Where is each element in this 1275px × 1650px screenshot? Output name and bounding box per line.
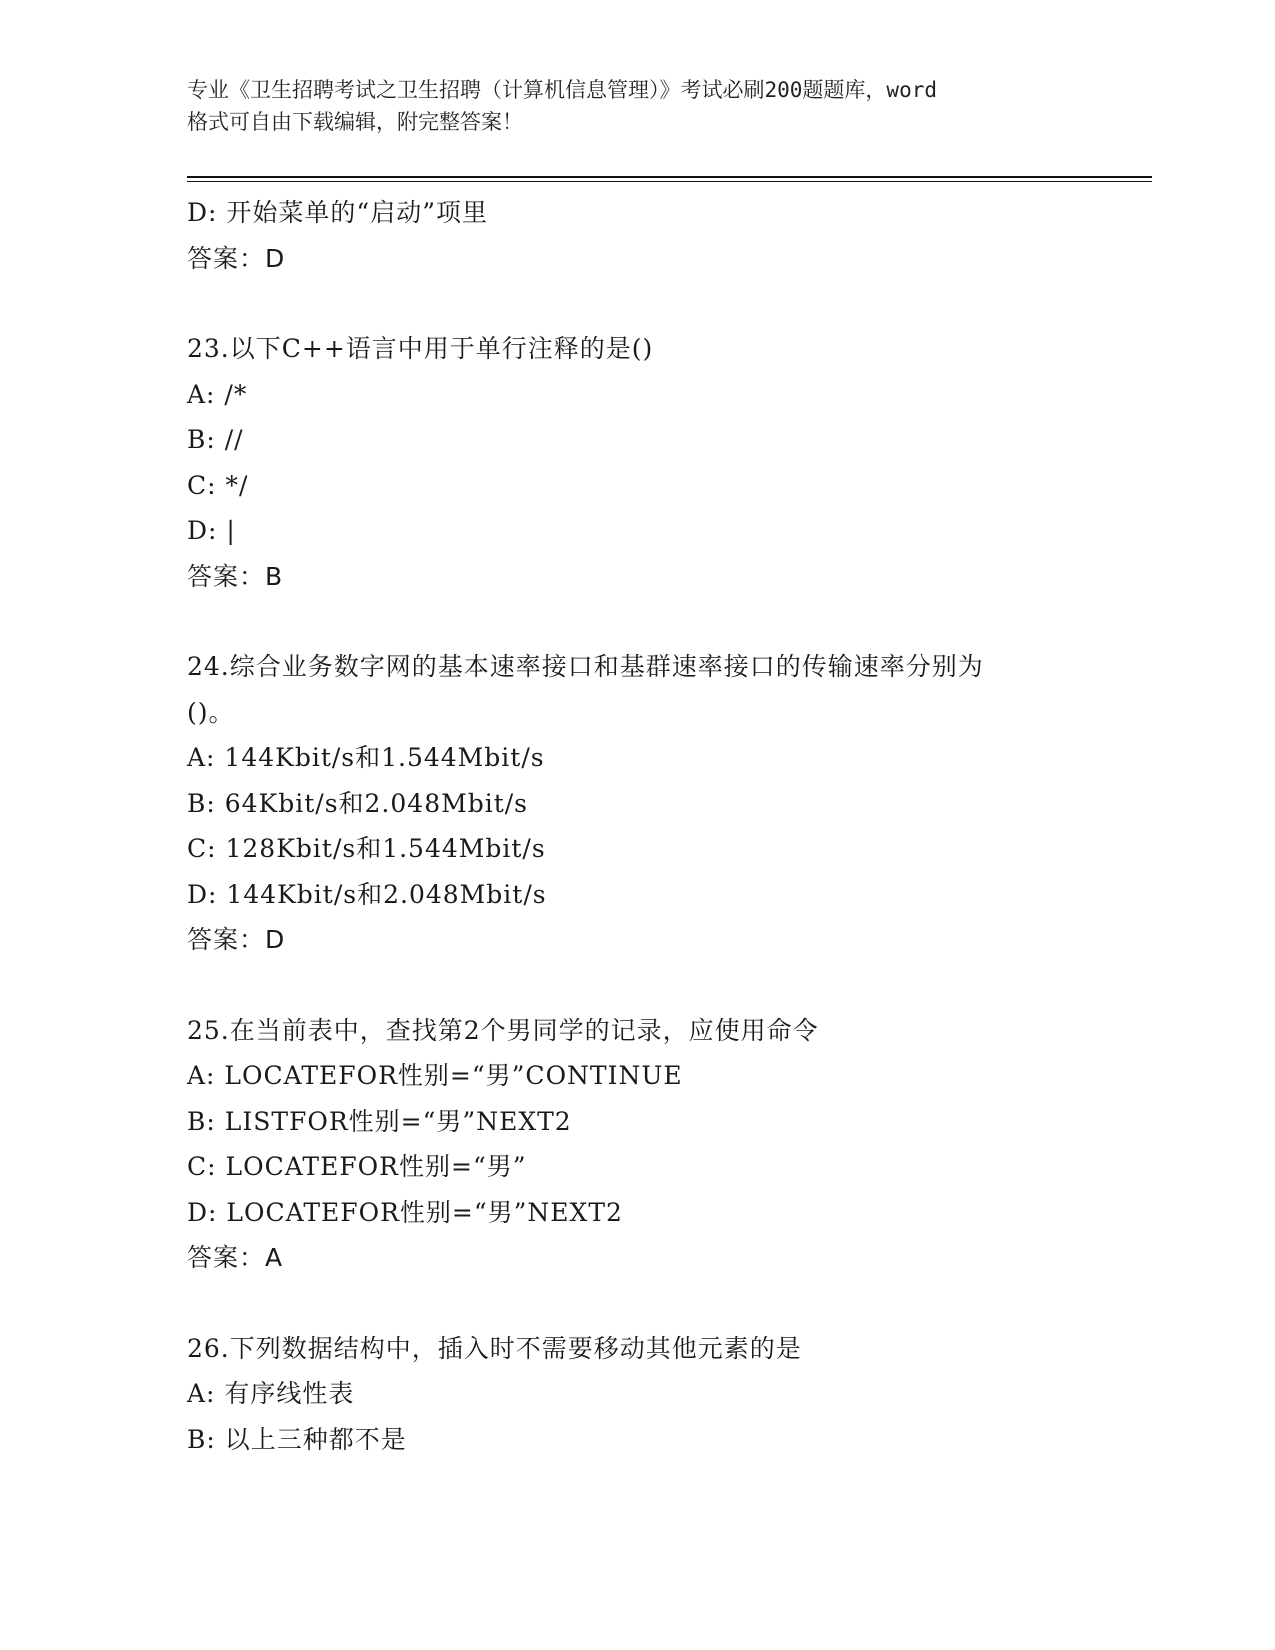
question-24 [187,644,1087,963]
option-a: A: /* [187,379,248,409]
option-c: C: */ [187,470,249,500]
option-b: B: 64Kbit/s和2.048Mbit/s [187,788,528,818]
question-stem: 26.下列数据结构中，插入时不需要移动其他元素的是 [187,1333,802,1363]
answer: 答案：D [187,925,286,954]
header-title-line1: 专业《卫生招聘考试之卫生招聘（计算机信息管理）》考试必刷200题题库，word [187,78,937,102]
document-header [187,74,1087,138]
question-stem-continued: ()。 [187,697,235,727]
question-stem: 25.在当前表中，查找第2个男同学的记录，应使用命令 [187,1015,819,1045]
option-b: B: LISTFOR性别=“男”NEXT2 [187,1106,572,1136]
option-a: A: 有序线性表 [187,1379,355,1408]
option-d: D: LOCATEFOR性别=“男”NEXT2 [187,1197,623,1227]
option-b: B: // [187,425,244,454]
header-rule-thin [187,181,1152,182]
option-d: D: | [187,516,236,545]
option-c: C: LOCATEFOR性别=“男” [187,1152,527,1181]
question-23 [187,326,1087,599]
question-25 [187,1008,1087,1281]
option-a: A: LOCATEFOR性别=“男”CONTINUE [187,1061,683,1090]
question-26 [187,1326,1087,1463]
header-title-line2: 格式可自由下载编辑，附完整答案！ [187,110,523,134]
question-stem: 24.综合业务数字网的基本速率接口和基群速率接口的传输速率分别为 [187,652,984,681]
prev-option-d: D: 开始菜单的“启动”项里 [187,198,488,227]
document-body [187,190,1087,1462]
question-stem: 23.以下C++语言中用于单行注释的是() [187,334,654,363]
answer: 答案：B [187,561,284,591]
prev-answer: 答案：D [187,243,286,273]
option-a: A: 144Kbit/s和1.544Mbit/s [187,743,545,772]
option-d: D: 144Kbit/s和2.048Mbit/s [187,879,547,909]
option-c: C: 128Kbit/s和1.544Mbit/s [187,834,546,863]
header-rule-thick [187,176,1152,178]
answer: 答案：A [187,1243,284,1272]
option-b: B: 以上三种都不是 [187,1424,407,1454]
